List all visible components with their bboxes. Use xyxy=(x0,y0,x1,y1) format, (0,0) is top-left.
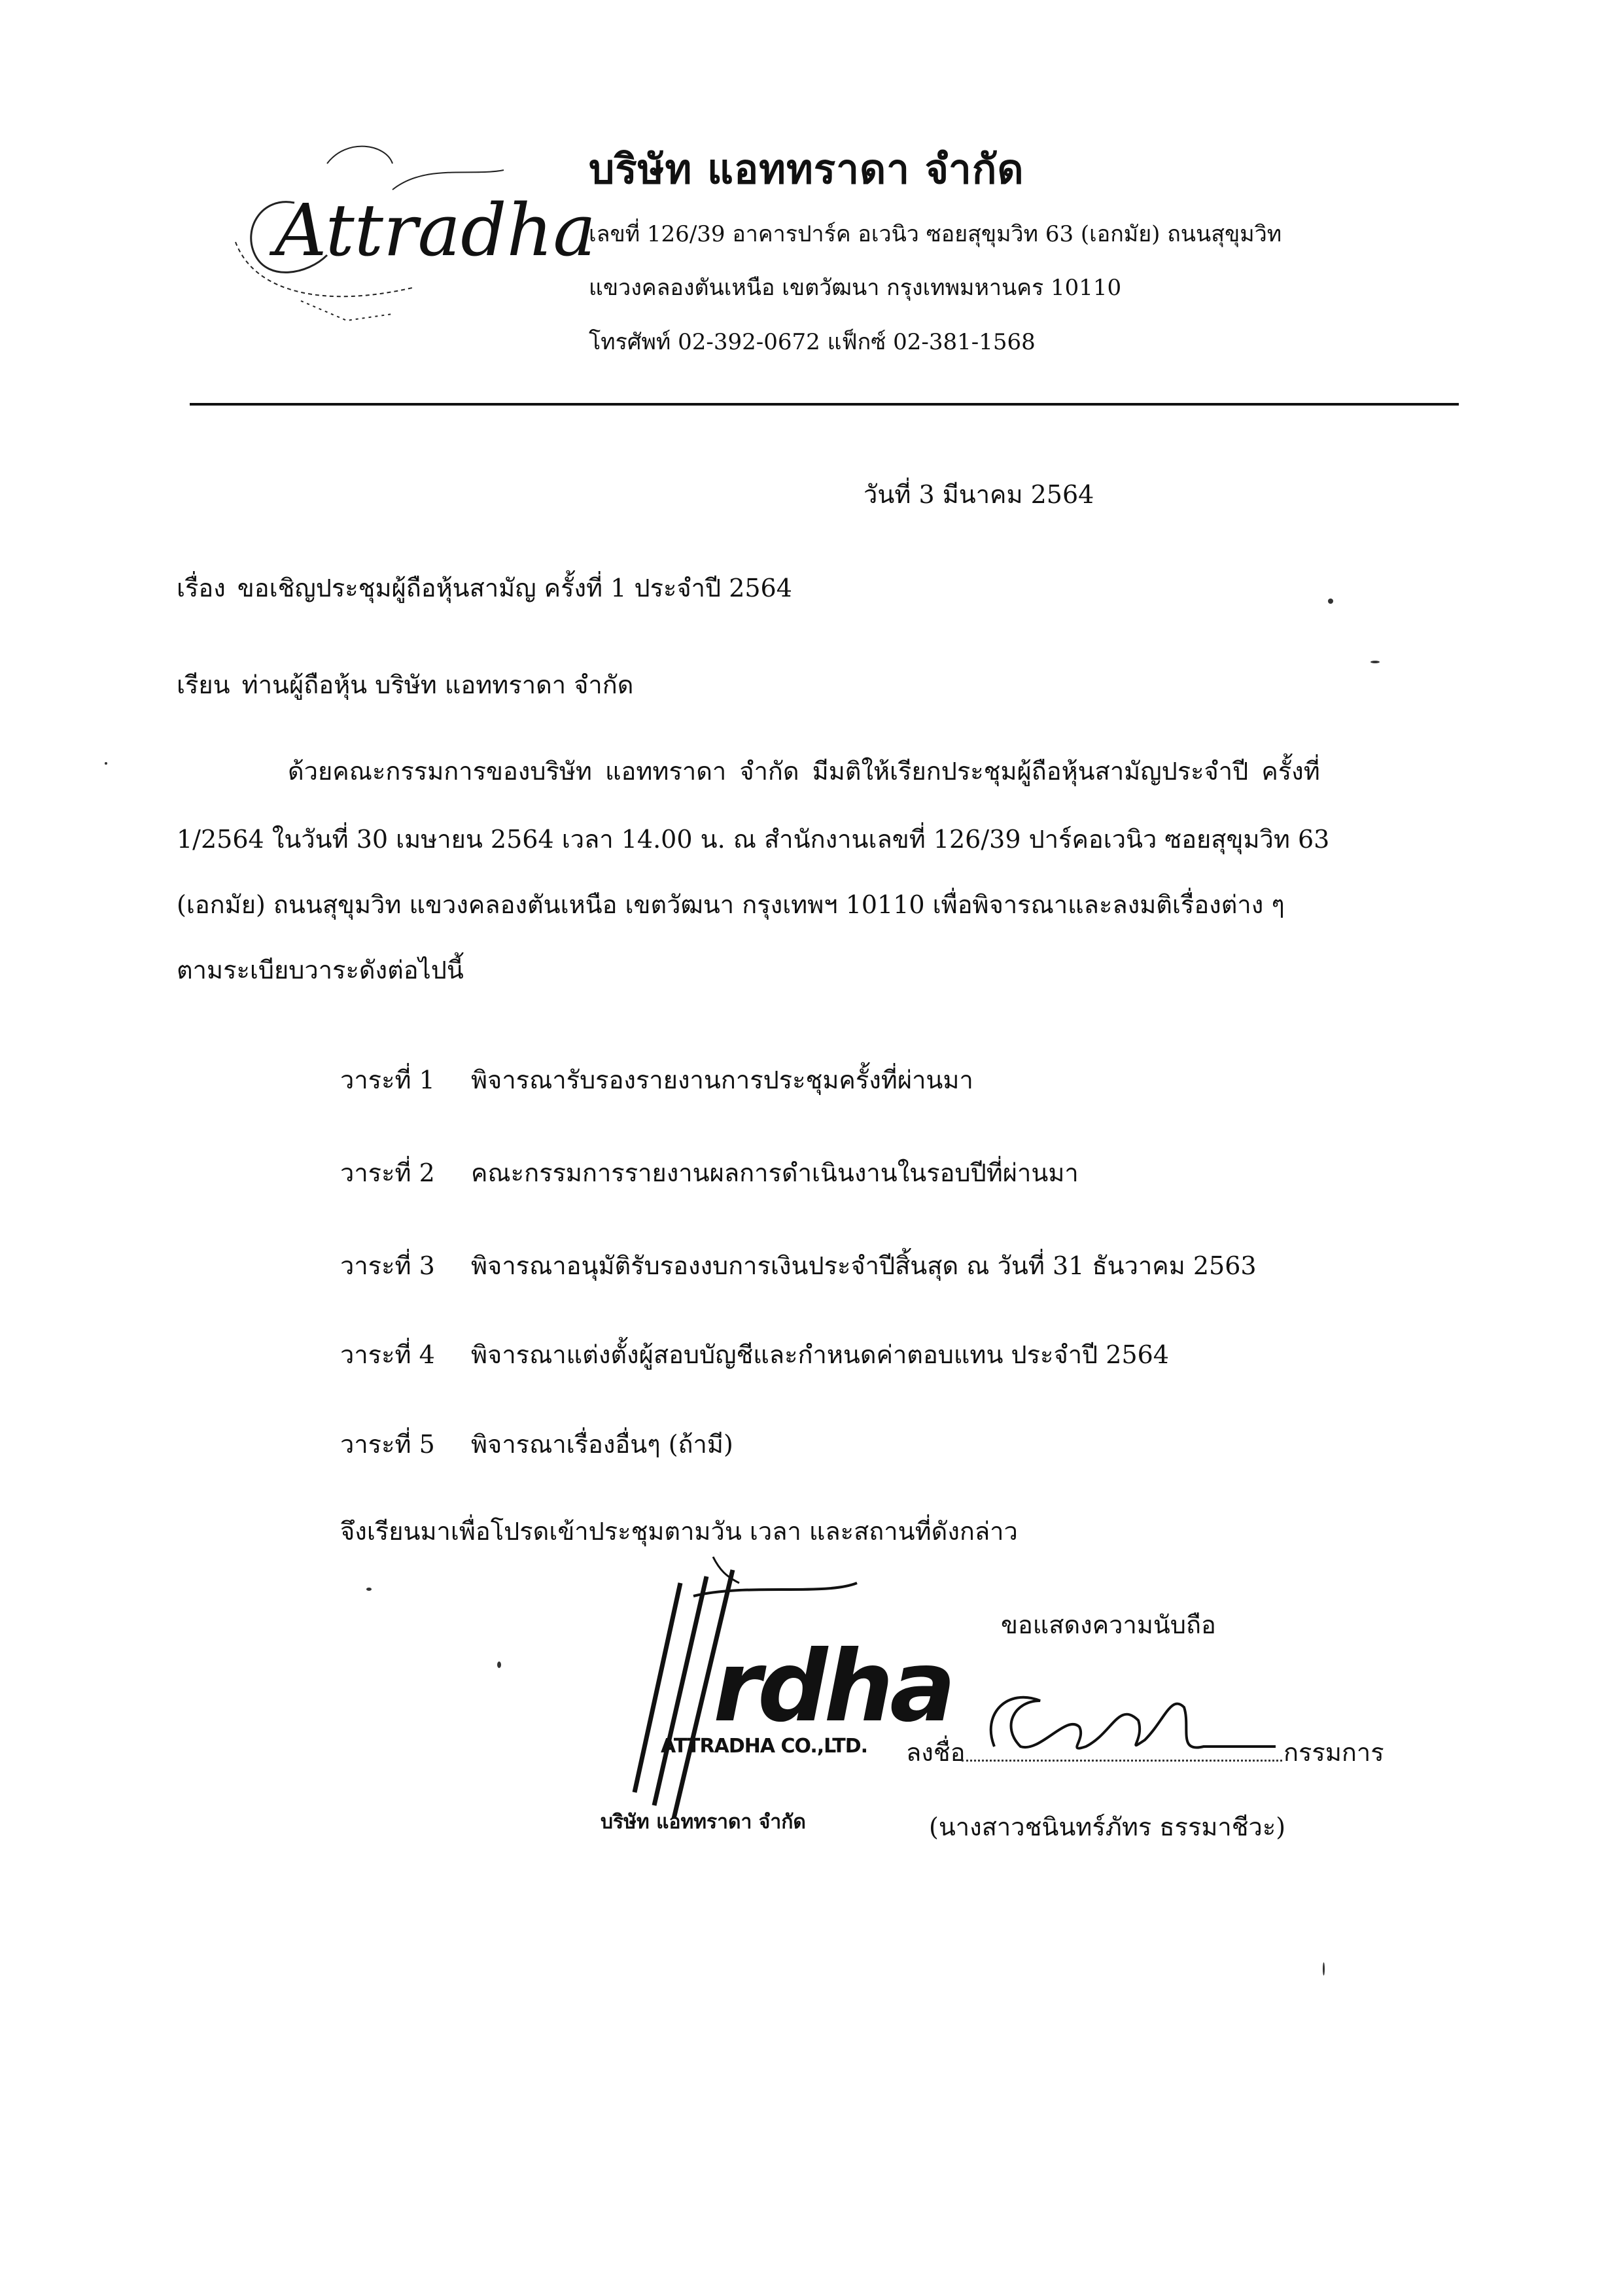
stamp-company-name-th: บริษัท แอททราดา จำกัด xyxy=(601,1811,806,1834)
agenda-item xyxy=(340,1153,1079,1192)
scan-speck xyxy=(105,762,107,765)
letter-date: วันที่ 3 มีนาคม 2564 xyxy=(864,480,1094,509)
company-contact-line: โทรศัพท์ 02-392-0672 แฟ็กซ์ 02-381-1568 xyxy=(589,329,1036,355)
subject-text: ขอเชิญประชุมผู้ถือหุ้นสามัญ ครั้งที่ 1 ประจำปี 2564 xyxy=(237,574,792,602)
regards-text: ขอแสดงความนับถือ xyxy=(1001,1610,1216,1639)
agenda-item xyxy=(340,1424,733,1464)
scan-speck xyxy=(1370,661,1380,663)
agenda-text: คณะกรรมการรายงานผลการดำเนินงานในรอบปีที่ผ่านมา xyxy=(471,1158,1079,1187)
closing-line: จึงเรียนมาเพื่อโปรดเข้าประชุมตามวัน เวลา และสถานที่ดังกล่าว xyxy=(340,1517,1018,1546)
agenda-label: วาระที่ 5 xyxy=(340,1430,435,1459)
logo-text: Attradha xyxy=(275,188,596,272)
recipient-line xyxy=(177,665,633,704)
stamp-company-name-en: ATTRADHA CO.,LTD. xyxy=(661,1735,868,1758)
agenda-item xyxy=(340,1334,1169,1374)
agenda-label: วาระที่ 3 xyxy=(340,1251,435,1280)
agenda-label: วาระที่ 4 xyxy=(340,1340,435,1369)
recipient-text: ท่านผู้ถือหุ้น บริษัท แอททราดา จำกัด xyxy=(241,670,634,699)
agenda-text: พิจารณาแต่งตั้งผู้สอบบัญชีและกำหนดค่าตอบแทน ประจำปี 2564 xyxy=(471,1340,1169,1369)
agenda-item xyxy=(340,1245,1257,1285)
subject-line xyxy=(177,568,792,608)
sign-prefix: ลงชื่อ xyxy=(906,1738,966,1767)
subject-label: เรื่อง xyxy=(177,574,226,602)
agenda-text: พิจารณาเรื่องอื่นๆ (ถ้ามี) xyxy=(471,1430,733,1459)
scan-speck xyxy=(366,1588,372,1591)
signer-name: (นางสาวชนินทร์ภัทร ธรรมาชีวะ) xyxy=(929,1813,1286,1841)
body-paragraph-line: ด้วยคณะกรรมการของบริษัท แอททราดา จำกัด มีมติให้เรียกประชุมผู้ถือหุ้นสามัญประจำปี ครั้งที่ xyxy=(288,757,1320,786)
recipient-label: เรียน xyxy=(177,670,230,699)
body-paragraph-line: (เอกมัย) ถนนสุขุมวิท แขวงคลองตันเหนือ เขตวัฒนา กรุงเทพฯ 10110 เพื่อพิจารณาและลงมติเรื่องต่าง ๆ xyxy=(177,890,1285,919)
company-address-line-1: เลขที่ 126/39 อาคารปาร์ค อเวนิว ซอยสุขุมวิท 63 (เอกมัย) ถนนสุขุมวิท xyxy=(589,221,1282,247)
scan-speck xyxy=(1328,599,1333,604)
agenda-text: พิจารณารับรองรายงานการประชุมครั้งที่ผ่านมา xyxy=(471,1066,973,1094)
scan-speck xyxy=(1323,1962,1325,1975)
company-address-line-2: แขวงคลองตันเหนือ เขตวัฒนา กรุงเทพมหานคร 10110 xyxy=(589,275,1122,301)
agenda-label: วาระที่ 1 xyxy=(340,1066,435,1094)
body-paragraph-line: 1/2564 ในวันที่ 30 เมษายน 2564 เวลา 14.00 น. ณ สำนักงานเลขที่ 126/39 ปาร์คอเวนิว ซอยสุขุมวิท 63 xyxy=(177,825,1330,854)
stamp-script-text: rdha xyxy=(713,1630,952,1744)
body-paragraph-line: ตามระเบียบวาระดังต่อไปนี้ xyxy=(177,956,464,984)
signer-title: กรรมการ xyxy=(1283,1738,1384,1767)
agenda-text: พิจารณาอนุมัติรับรองงบการเงินประจำปีสิ้นสุด ณ วันที่ 31 ธันวาคม 2563 xyxy=(471,1251,1257,1280)
agenda-label: วาระที่ 2 xyxy=(340,1158,435,1187)
header-divider xyxy=(190,403,1459,406)
agenda-item xyxy=(340,1060,973,1100)
company-logo xyxy=(196,124,596,340)
scan-speck xyxy=(497,1661,501,1668)
handwritten-signature xyxy=(968,1675,1282,1773)
company-name: บริษัท แอททราดา จำกัด xyxy=(589,145,1024,193)
